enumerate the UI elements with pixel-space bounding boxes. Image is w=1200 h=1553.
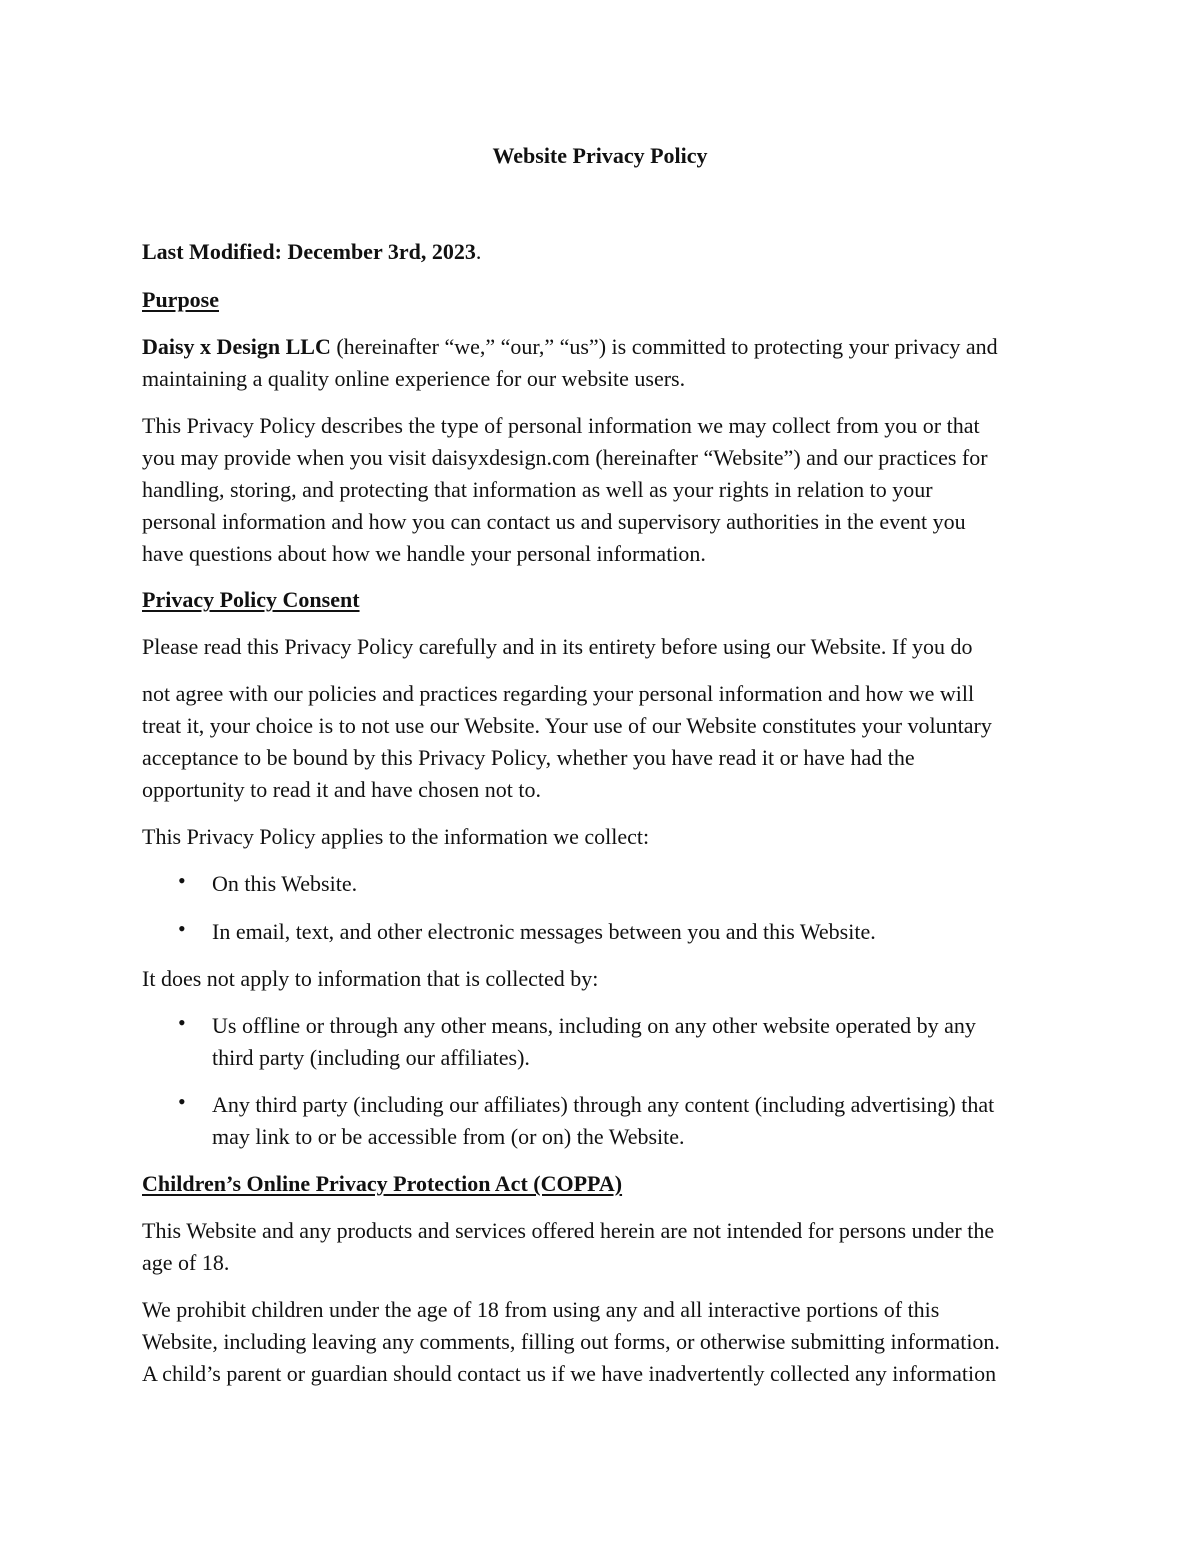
coppa-heading: Children’s Online Privacy Protection Act (COPPA)	[142, 1171, 623, 1196]
coppa-p1-line: age of 18.	[142, 1250, 230, 1275]
coppa-p1-line: This Website and any products and services offered herein are not intended for persons under the	[142, 1218, 995, 1243]
list-item-line: Any third party (including our affiliates) through any content (including advertising) that	[212, 1092, 995, 1117]
last-modified	[142, 236, 1062, 268]
coppa-p2-line: We prohibit children under the age of 18 from using any and all interactive portions of this	[142, 1297, 940, 1322]
applies-intro: This Privacy Policy applies to the information we collect:	[142, 824, 650, 849]
purpose-p2-line: This Privacy Policy describes the type of personal information we may collect from you or that	[142, 413, 980, 438]
coppa-p2-line: Website, including leaving any comments, filling out forms, or otherwise submitting information.	[142, 1329, 1000, 1354]
bullet-icon: •	[178, 1010, 186, 1035]
purpose-paragraph-2	[142, 410, 1062, 570]
purpose-heading: Purpose	[142, 287, 219, 312]
coppa-paragraph-1	[142, 1215, 1062, 1279]
bullet-icon: •	[178, 916, 186, 941]
consent-p2-line: not agree with our policies and practices regarding your personal information and how we will	[142, 681, 975, 706]
purpose-p2-line: handling, storing, and protecting that information as well as your rights in relation to your	[142, 477, 933, 502]
purpose-p2-line: have questions about how we handle your personal information.	[142, 541, 706, 566]
bullet-icon: •	[178, 868, 186, 893]
consent-heading: Privacy Policy Consent	[142, 587, 360, 612]
list-item-text	[212, 1010, 1062, 1074]
consent-paragraph-1: Please read this Privacy Policy carefully and in its entirety before using our Website. If you do	[142, 634, 973, 659]
list-item-line: may link to or be accessible from (or on) the Website.	[212, 1124, 685, 1149]
purpose-p1-line-1-rest: (hereinafter “we,” “our,” “us”) is committed to protecting your privacy and	[330, 334, 998, 359]
purpose-p2-line: you may provide when you visit daisyxdesign.com (hereinafter “Website”) and our practices for	[142, 445, 988, 470]
purpose-paragraph-1	[142, 331, 1062, 395]
bullet-icon: •	[178, 1089, 186, 1114]
purpose-p2-line: personal information and how you can contact us and supervisory authorities in the event you	[142, 509, 966, 534]
last-modified-label: Last Modified: December 3rd, 2023	[142, 239, 476, 264]
document-title: Website Privacy Policy	[492, 143, 708, 168]
company-name: Daisy x Design LLC	[142, 334, 331, 359]
last-modified-period: .	[475, 239, 482, 264]
not-apply-intro: It does not apply to information that is collected by:	[142, 966, 599, 991]
coppa-p2-line: A child’s parent or guardian should contact us if we have inadvertently collected any information	[142, 1361, 997, 1386]
consent-p2-line: treat it, your choice is to not use our Website. Your use of our Website constitutes your voluntary	[142, 713, 992, 738]
consent-p2-line: opportunity to read it and have chosen not to.	[142, 777, 541, 802]
list-item-text: In email, text, and other electronic messages between you and this Website.	[212, 919, 876, 944]
consent-paragraph-2	[142, 678, 1062, 806]
list-item-text	[212, 1089, 1062, 1153]
list-item-line: Us offline or through any other means, including on any other website operated by any	[212, 1013, 976, 1038]
list-item-line: third party (including our affiliates).	[212, 1045, 530, 1070]
purpose-p1-line-1	[142, 331, 1062, 363]
list-item-text: On this Website.	[212, 871, 358, 896]
consent-p2-line: acceptance to be bound by this Privacy Policy, whether you have read it or have had the	[142, 745, 915, 770]
coppa-paragraph-2	[142, 1294, 1062, 1390]
purpose-p1-line-2: maintaining a quality online experience for our website users.	[142, 366, 686, 391]
